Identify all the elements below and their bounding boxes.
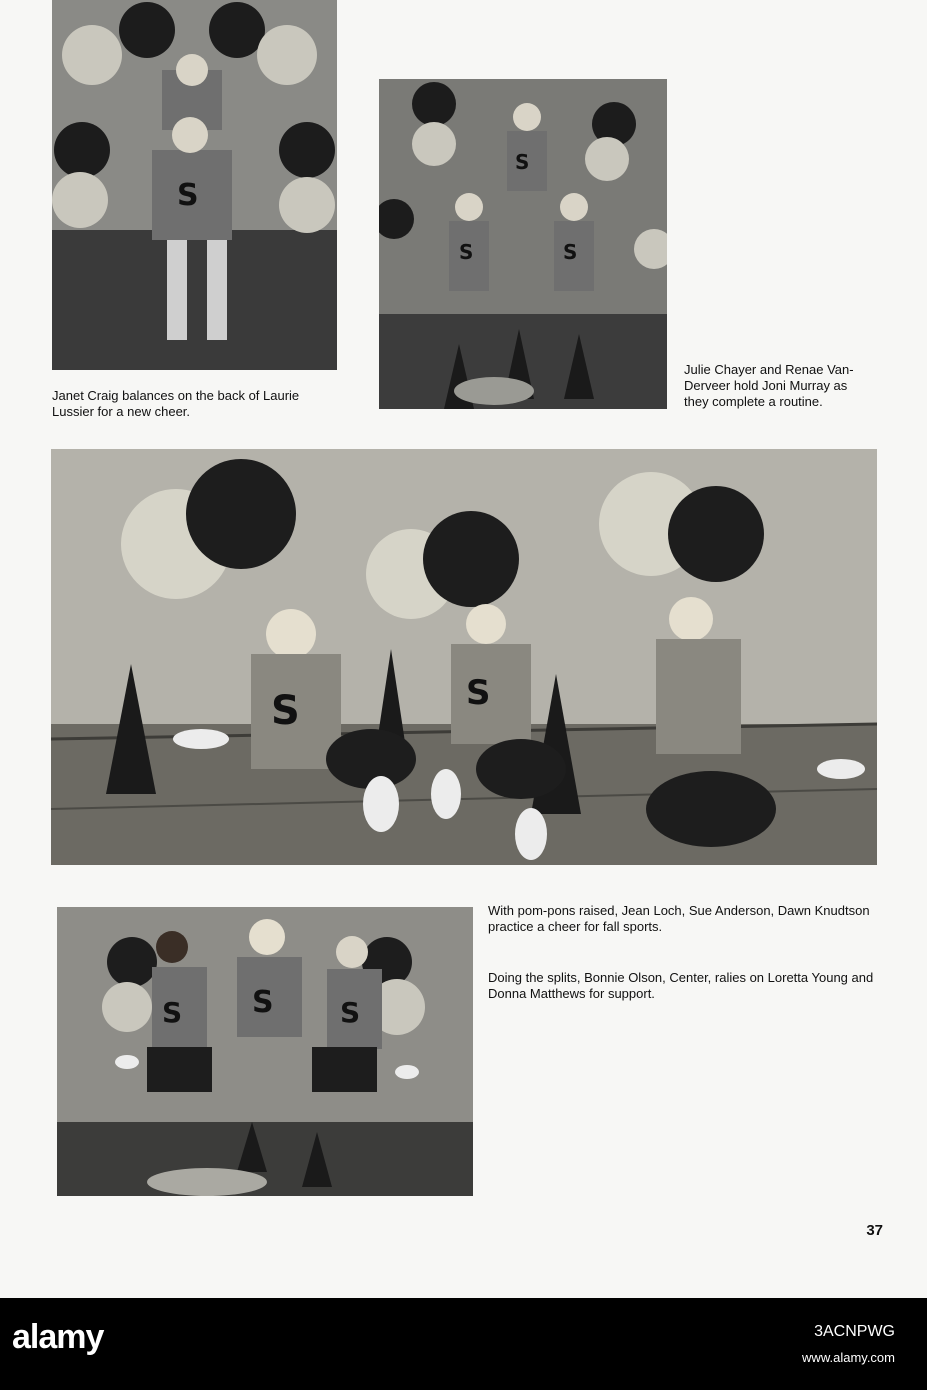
photo-splits-support bbox=[57, 907, 473, 1196]
svg-text:S: S bbox=[340, 996, 361, 1029]
svg-text:S: S bbox=[459, 240, 474, 264]
svg-text:S: S bbox=[177, 178, 199, 213]
photo-pyramid-routine bbox=[379, 79, 667, 409]
svg-text:S: S bbox=[271, 688, 300, 734]
svg-text:S: S bbox=[466, 673, 491, 713]
watermark-logo: alamy bbox=[12, 1318, 104, 1356]
page-number: 37 bbox=[866, 1222, 883, 1239]
svg-text:S: S bbox=[252, 985, 274, 1020]
watermark-image-id: 3ACNPWG bbox=[814, 1323, 895, 1340]
caption-splits-support: Doing the splits, Bonnie Olson, Center, ralies on Loretta Young and Donna Matthews for support. bbox=[488, 970, 874, 1001]
svg-text:S: S bbox=[563, 240, 578, 264]
photo-stacked-cheer bbox=[52, 0, 337, 370]
svg-text:S: S bbox=[162, 996, 183, 1029]
watermark-banner bbox=[0, 1298, 927, 1390]
watermark-url: www.alamy.com bbox=[802, 1350, 895, 1365]
svg-text:S: S bbox=[515, 150, 530, 174]
caption-top-left: Janet Craig balances on the back of Laurie Lussier for a new cheer. bbox=[52, 388, 300, 419]
caption-top-right: Julie Chayer and Renae Van-Derveer hold Joni Murray as they complete a routine. bbox=[684, 362, 854, 409]
caption-pompons-raised: With pom-pons raised, Jean Loch, Sue Anderson, Dawn Knudtson practice a cheer for fall sports. bbox=[488, 903, 870, 934]
photo-pompons-raised bbox=[51, 449, 877, 865]
